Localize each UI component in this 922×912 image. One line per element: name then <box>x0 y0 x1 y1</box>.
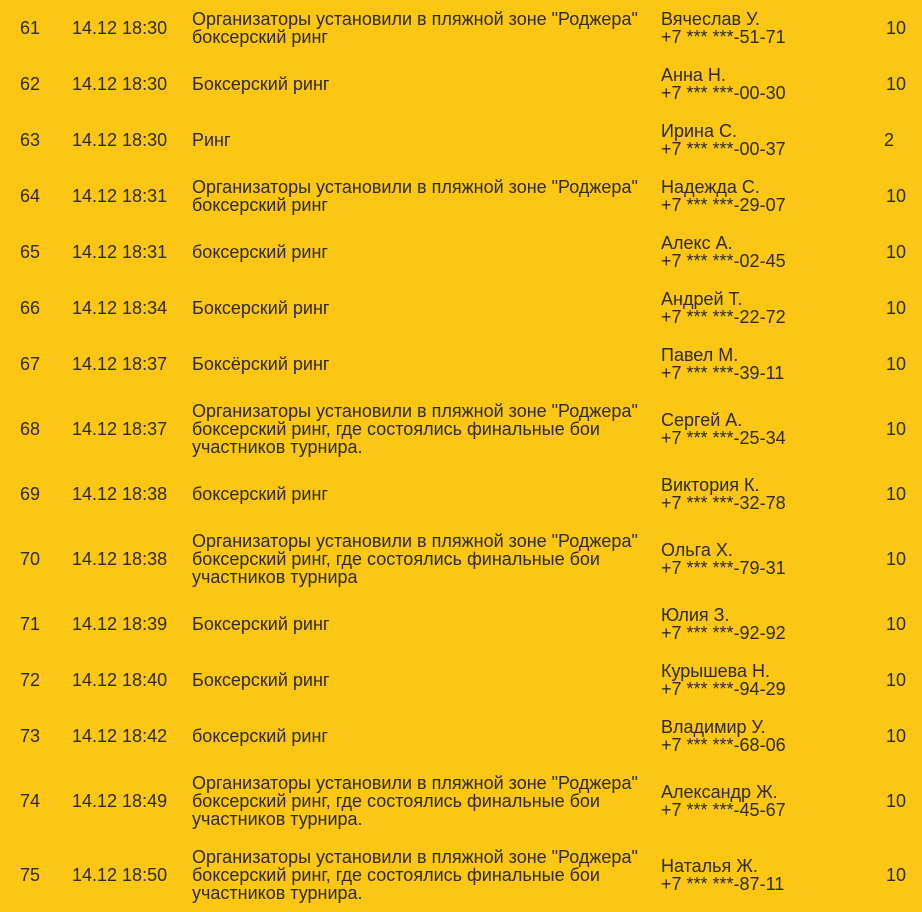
participant-phone: +7 *** ***-45-67 <box>661 800 786 820</box>
row-number: 69 <box>20 484 41 504</box>
participant-phone: +7 *** ***-87-11 <box>661 874 785 894</box>
row-participant <box>661 662 866 698</box>
row-datetime: 14.12 18:31 <box>72 186 168 206</box>
row-datetime: 14.12 18:30 <box>72 74 168 94</box>
row-score: 10 <box>886 186 907 206</box>
row-datetime: 14.12 18:42 <box>72 726 168 746</box>
row-participant <box>661 718 866 754</box>
row-score: 10 <box>886 18 907 38</box>
table-row <box>0 168 922 224</box>
row-number: 66 <box>20 298 41 318</box>
participant-phone: +7 *** ***-00-37 <box>661 139 786 159</box>
table-row <box>0 838 922 912</box>
table-row <box>0 280 922 336</box>
row-datetime: 14.12 18:40 <box>72 670 168 690</box>
row-participant <box>661 783 866 819</box>
row-number: 62 <box>20 74 41 94</box>
row-score: 10 <box>886 549 907 569</box>
participant-name: Ольга Х. <box>661 540 733 560</box>
row-datetime: 14.12 18:30 <box>72 18 168 38</box>
row-answer: Организаторы установили в пляжной зоне "Роджера" боксерский ринг <box>192 177 638 215</box>
participant-name: Наталья Ж. <box>661 856 758 876</box>
participant-name: Виктория К. <box>661 475 760 495</box>
row-participant <box>661 346 866 382</box>
participant-name: Юлия З. <box>661 605 730 625</box>
row-number: 64 <box>20 186 41 206</box>
participant-name: Вячеслав У. <box>661 9 761 29</box>
participant-name: Алекс А. <box>661 233 733 253</box>
row-datetime: 14.12 18:30 <box>72 130 168 150</box>
participant-phone: +7 *** ***-00-30 <box>661 83 786 103</box>
table-row <box>0 224 922 280</box>
row-datetime: 14.12 18:49 <box>72 791 168 811</box>
row-participant <box>661 234 866 270</box>
row-score: 2 <box>884 130 895 150</box>
table-row <box>0 596 922 652</box>
row-number: 67 <box>20 354 41 374</box>
participant-phone: +7 *** ***-51-71 <box>661 27 786 47</box>
row-datetime: 14.12 18:37 <box>72 354 168 374</box>
row-score: 10 <box>886 74 907 94</box>
row-answer: Организаторы установили в пляжной зоне "Роджера" боксерский ринг, где состоялись финальные бои участников турнира. <box>192 401 638 457</box>
table-row <box>0 112 922 168</box>
table-row <box>0 764 922 838</box>
row-participant <box>661 476 866 512</box>
participant-phone: +7 *** ***-92-92 <box>661 623 786 643</box>
row-number: 71 <box>20 614 41 634</box>
row-number: 74 <box>20 791 41 811</box>
table-row <box>0 336 922 392</box>
table-row <box>0 652 922 708</box>
row-datetime: 14.12 18:50 <box>72 865 168 885</box>
row-number: 73 <box>20 726 41 746</box>
row-number: 72 <box>20 670 41 690</box>
participant-name: Анна Н. <box>661 65 726 85</box>
participant-phone: +7 *** ***-94-29 <box>661 679 786 699</box>
row-participant <box>661 290 866 326</box>
row-answer: Организаторы установили в пляжной зоне "Роджера" боксерский ринг, где состоялись финальные бои участников турнира. <box>192 847 638 903</box>
row-participant <box>661 122 866 158</box>
table-row <box>0 466 922 522</box>
participant-phone: +7 *** ***-25-34 <box>661 428 786 448</box>
participant-phone: +7 *** ***-29-07 <box>661 195 786 215</box>
table-row <box>0 708 922 764</box>
row-score: 10 <box>886 484 907 504</box>
row-datetime: 14.12 18:31 <box>72 242 168 262</box>
row-datetime: 14.12 18:37 <box>72 419 168 439</box>
row-participant <box>661 10 866 46</box>
participant-phone: +7 *** ***-02-45 <box>661 251 786 271</box>
table-row <box>0 0 922 56</box>
participant-phone: +7 *** ***-68-06 <box>661 735 786 755</box>
participant-name: Павел М. <box>661 345 739 365</box>
table-row <box>0 56 922 112</box>
row-number: 61 <box>20 18 41 38</box>
row-score: 10 <box>886 419 907 439</box>
row-score: 10 <box>886 791 907 811</box>
row-answer: Организаторы установили в пляжной зоне "Роджера" боксерский ринг, где состоялись финальные бои участников турнира <box>192 531 638 587</box>
participant-name: Курышева Н. <box>661 661 771 681</box>
row-answer: боксерский ринг <box>192 726 328 746</box>
row-datetime: 14.12 18:38 <box>72 549 168 569</box>
row-score: 10 <box>886 298 907 318</box>
table-row <box>0 522 922 596</box>
participant-phone: +7 *** ***-22-72 <box>661 307 786 327</box>
row-score: 10 <box>886 242 907 262</box>
participant-name: Александр Ж. <box>661 782 778 802</box>
row-answer: боксерский ринг <box>192 484 328 504</box>
row-number: 65 <box>20 242 41 262</box>
participant-name: Андрей Т. <box>661 289 743 309</box>
row-score: 10 <box>886 614 907 634</box>
participant-phone: +7 *** ***-79-31 <box>661 558 786 578</box>
row-answer: Ринг <box>192 130 231 150</box>
row-datetime: 14.12 18:34 <box>72 298 168 318</box>
participant-phone: +7 *** ***-32-78 <box>661 493 786 513</box>
participant-name: Сергей А. <box>661 410 743 430</box>
row-number: 75 <box>20 865 41 885</box>
row-answer: боксерский ринг <box>192 242 328 262</box>
row-participant <box>661 411 866 447</box>
table-row <box>0 392 922 466</box>
row-score: 10 <box>886 670 907 690</box>
row-datetime: 14.12 18:39 <box>72 614 168 634</box>
row-number: 70 <box>20 549 41 569</box>
row-participant <box>661 857 866 893</box>
row-score: 10 <box>886 726 907 746</box>
row-score: 10 <box>886 354 907 374</box>
row-answer: Организаторы установили в пляжной зоне "Роджера" боксерский ринг <box>192 9 638 47</box>
row-answer: Боксерский ринг <box>192 298 330 318</box>
row-answer: Боксерский ринг <box>192 670 330 690</box>
row-number: 68 <box>20 419 41 439</box>
row-participant <box>661 178 866 214</box>
row-participant <box>661 541 866 577</box>
row-answer: Боксерский ринг <box>192 614 330 634</box>
row-answer: Боксерский ринг <box>192 74 330 94</box>
participant-name: Владимир У. <box>661 717 766 737</box>
participant-name: Ирина С. <box>661 121 737 141</box>
row-answer: Организаторы установили в пляжной зоне "Роджера" боксерский ринг, где состоялись финальные бои участников турнира. <box>192 773 638 829</box>
row-answer: Боксёрский ринг <box>192 354 330 374</box>
row-participant <box>661 606 866 642</box>
participant-name: Надежда С. <box>661 177 760 197</box>
participant-phone: +7 *** ***-39-11 <box>661 363 785 383</box>
row-participant <box>661 66 866 102</box>
row-score: 10 <box>886 865 907 885</box>
row-number: 63 <box>20 130 41 150</box>
row-datetime: 14.12 18:38 <box>72 484 168 504</box>
